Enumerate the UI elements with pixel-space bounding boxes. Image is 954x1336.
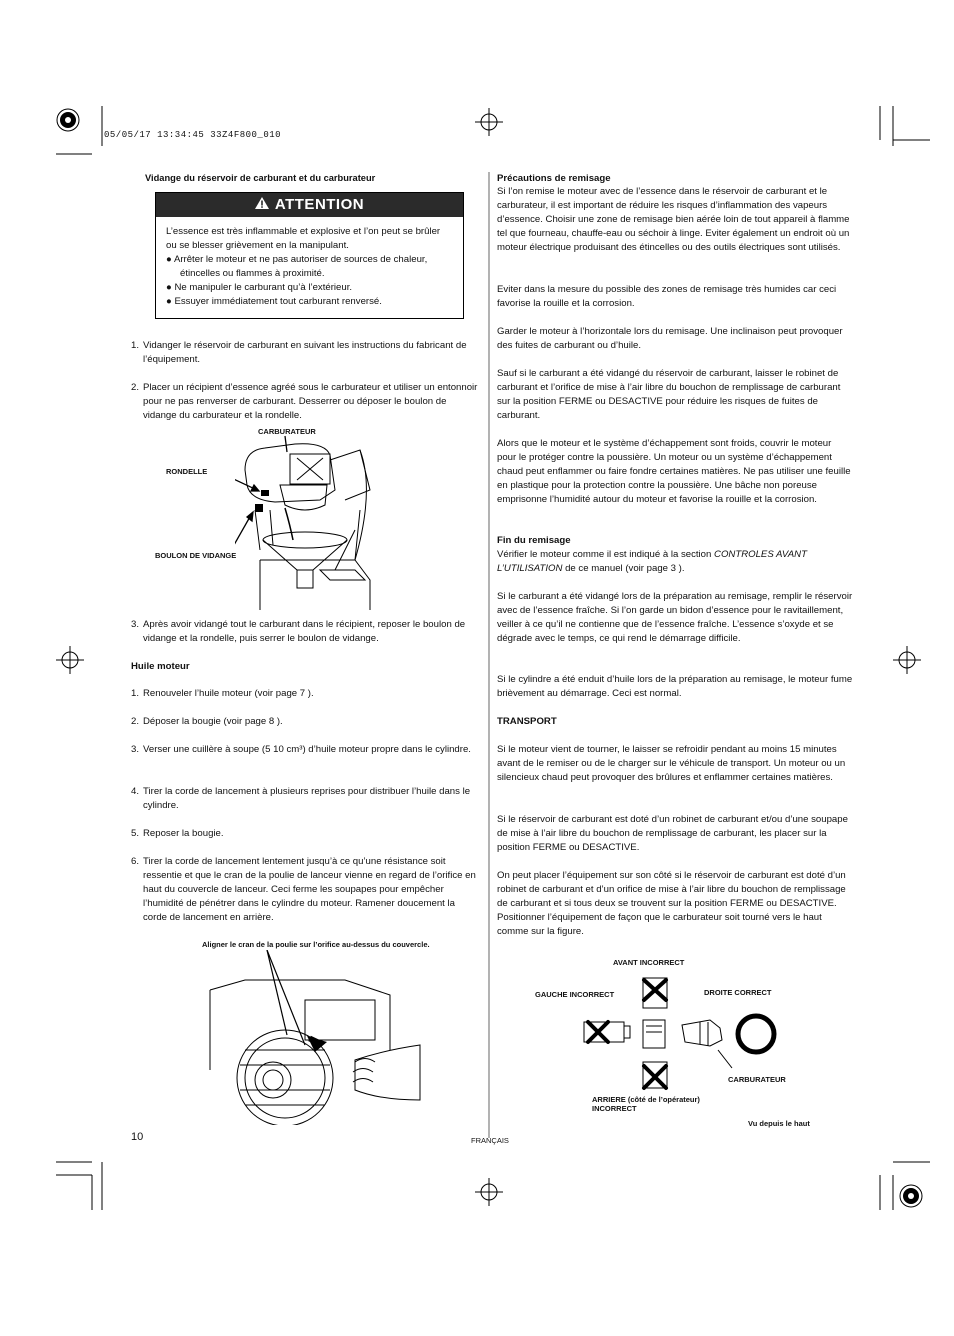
carburetor-drain-figure: [235, 430, 475, 620]
list-item-step1: 1. Vidanger le réservoir de carburant en suivant les instructions du fabricant de l’équipement.: [131, 340, 467, 365]
footer-language: FRANÇAIS: [471, 1136, 509, 1145]
attention-bullet: ● Ne manipuler le carburant qu’à l’extérieur.: [166, 282, 353, 293]
print-stamp: 05/05/17 13:34:45 33Z4F800_010: [104, 130, 282, 140]
attention-box: [155, 192, 464, 319]
list-item-oil2: 2. Déposer la bougie (voir page 8 ).: [131, 716, 283, 727]
section-heading-oil: Huile moteur: [131, 661, 190, 672]
storage-paragraph-2: Eviter dans la mesure du possible des zones de remisage très humides car ceci favorise la rouille et la corrosion.: [497, 284, 837, 309]
label-boulon-de-vidange: BOULON DE VIDANGE: [155, 551, 237, 560]
label-rondelle: RONDELLE: [166, 467, 208, 476]
storage-paragraph-4: Sauf si le carburant a été vidangé du réservoir de carburant, laisser le robinet de carburant et l’orifice de mise à l’air libre du bouchon de remplissage de carburant sur la position FERME ou DESACTIVE pour réduire les risques de fuites de carburant.: [497, 368, 841, 421]
figure-caption-pulley: Aligner le cran de la poulie sur l’orifice au-dessus du couvercle.: [202, 940, 430, 949]
recoil-starter-figure: [205, 950, 425, 1125]
label-arriere-incorrect: ARRIERE (côté de l’opérateur) INCORRECT: [592, 1095, 700, 1113]
label-carburateur: CARBURATEUR: [258, 427, 316, 436]
attention-bullet: ● Arrêter le moteur et ne pas autoriser de sources de chaleur, étincelles ou flammes à proximité.: [166, 254, 428, 279]
list-item-oil6: 6. Tirer la corde de lancement lentement jusqu’à ce qu’une résistance soit ressentie et que le cran de la poulie de lanceur vienne en regard de l’orifice en haut du couvercle de lanceur. Ceci ferme les soupapes pour empêcher l’humidité de pénétrer dans le cylindre du moteur. Ramener doucement la corde de lancement en arrière.: [131, 856, 476, 923]
attention-title: ATTENTION: [274, 196, 365, 213]
end-storage-paragraph-3: Si le cylindre a été enduit d’huile lors de la préparation au remisage, le moteur fume brièvement au démarrage. Ceci est normal.: [497, 674, 853, 699]
attention-header: [156, 193, 463, 217]
label-droite-correct: DROITE CORRECT: [704, 988, 772, 997]
list-item-oil3: 3. Verser une cuillère à soupe (5 10 cm³) d’huile moteur propre dans le cylindre.: [131, 744, 471, 755]
transport-paragraph-1: Si le moteur vient de tourner, le laisser se refroidir pendant au moins 15 minutes avant de le remiser ou de le charger sur le véhicule de transport. Un moteur ou un silencieux chaud peut provoquer des brûlures et enflammer certaines matières.: [497, 744, 846, 783]
section-heading-transport: TRANSPORT: [497, 716, 557, 727]
list-item-oil5: 5. Reposer la bougie.: [131, 828, 224, 839]
warning-triangle-icon: [255, 193, 269, 217]
section-heading-storage: Précautions de remisage: [497, 173, 611, 184]
section-heading-end-storage: Fin du remisage: [497, 535, 571, 546]
attention-bullet: ● Essuyer immédiatement tout carburant renversé.: [166, 296, 382, 307]
label-gauche-incorrect: GAUCHE INCORRECT: [535, 990, 615, 999]
storage-paragraph-5: Alors que le moteur et le système d’échappement sont froids, couvrir le moteur pour le protéger contre la poussière. Un moteur ou un système d’échappement chaud peut enflammer ou faire fondre certaines matières. Ne pas utiliser une feuille en plastique pour la protection contre la poussière. Une bâche non poreuse emprisonne l’humidité autour du moteur et favorise la rouille et la corrosion.: [497, 438, 851, 505]
storage-paragraph-3: Garder le moteur à l’horizontale lors du remisage. Une inclinaison peut provoquer des fuites de carburant ou d’huile.: [497, 326, 843, 351]
transport-paragraph-3: On peut placer l’équipement sur son côté si le réservoir de carburant est doté d’un robinet de carburant et d’un orifice de mise à l’air libre du bouchon de remplissage de carburant et si tous deux se trouvent sur la position FERME ou DESACTIVE. Positionner l’équipement de façon que le carburateur soit tourné vers le haut comme sur la figure.: [497, 870, 846, 937]
label-vu-depuis-le-haut: Vu depuis le haut: [748, 1119, 810, 1128]
section-heading-drain: Vidange du réservoir de carburant et du carburateur: [145, 173, 376, 183]
transport-paragraph-2: Si le réservoir de carburant est doté d’un robinet de carburant et/ou d’une soupape de mise à l’air libre du bouchon de remplissage de carburant, les placer sur la position FERME ou DESACTIVE.: [497, 814, 848, 853]
list-item-oil4: 4. Tirer la corde de lancement à plusieurs reprises pour distribuer l’huile dans le cylindre.: [131, 786, 471, 811]
list-item-oil1: 1. Renouveler l’huile moteur (voir page 7 ).: [131, 688, 314, 699]
storage-paragraph-1: Si l’on remise le moteur avec de l’essence dans le réservoir de carburant et le carburateur, il est important de réduire les risques d’inflammation des vapeurs d’essence. Choisir une zone de remisage bien aérée loin de tout appareil à flamme tel que fourneau, chauffe-eau ou séchoir à linge. Eviter également un endroit où un moteur électrique produisant des étincelles ou des outils électriques sont utilisés.: [497, 186, 850, 253]
list-item-step2: 2. Placer un récipient d’essence agréé sous le carburateur et utiliser un entonnoir pour ne pas renverser de carburant. Desserrer ou déposer le boulon de vidange du carburateur et la rondelle.: [131, 382, 478, 421]
page-number: 10: [131, 1131, 144, 1143]
end-storage-paragraph-1: Vérifier le moteur comme il est indiqué à la section CONTROLES AVANT L’UTILISATION de ce manuel (voir page 3 ).: [497, 549, 807, 574]
attention-intro: L’essence est très inflammable et explosive et l’on peut se brûler ou se blesser grièvement en la manipulant.: [166, 226, 441, 251]
end-storage-paragraph-2: Si le carburant a été vidangé lors de la préparation au remisage, remplir le réservoir avec de l’essence fraîche. Si l’on garde un bidon d’essence pour le ravitaillement, veiller à ce qu’il ne contienne que de l’essence fraîche. L’essence s’oxyde et se dégrade avec le temps, ce qui rend le démarrage difficile.: [497, 591, 853, 644]
list-item-step3: 3. Après avoir vidangé tout le carburant dans le récipient, reposer le boulon de vidange et la rondelle, puis serrer le boulon de vidange.: [131, 619, 466, 644]
label-avant-incorrect: AVANT INCORRECT: [613, 958, 685, 967]
label-carburateur-transport: CARBURATEUR: [728, 1075, 786, 1084]
